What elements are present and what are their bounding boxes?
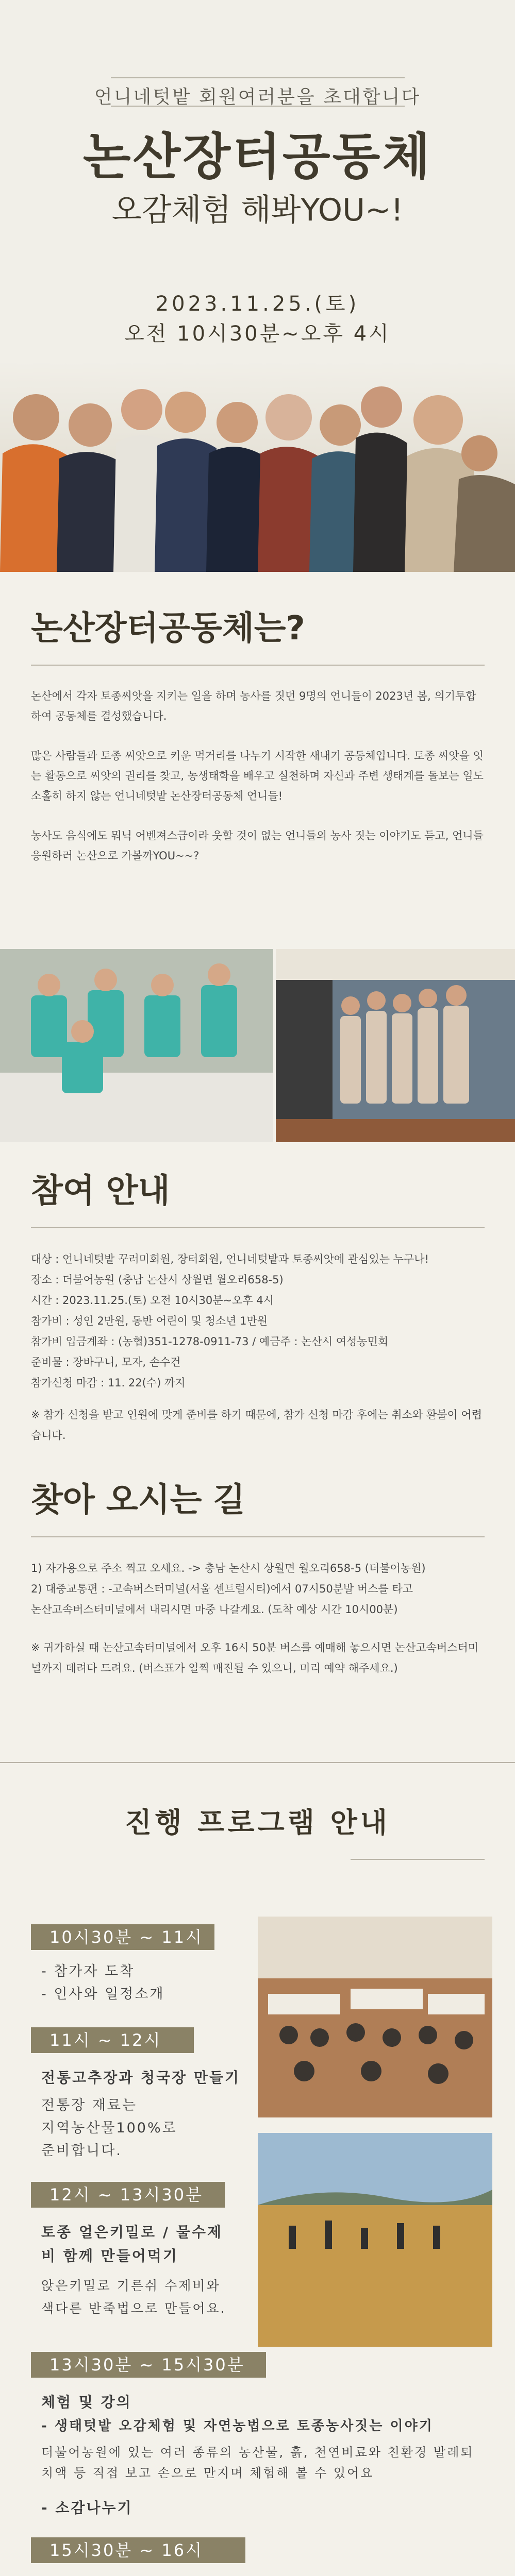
activity-photos (0, 949, 515, 1142)
program-line: 지역농산물100%로 (41, 2120, 177, 2136)
time-badge: 13시30분 ~ 15시30분 (31, 2352, 266, 2378)
directions-heading: 찾아 오시는 길 (31, 1481, 245, 1519)
time-badge: 11시 ~ 12시 (31, 2027, 194, 2053)
event-time: 오전 10시30분~오후 4시 (124, 322, 391, 346)
program-line: - 인사와 일정소개 (41, 1986, 165, 2002)
info-deadline: 참가신청 마감 : 11. 22(수) 까지 (31, 1377, 186, 1389)
divider (31, 665, 485, 666)
program-title: 전통고추장과 청국장 만들기 (41, 2069, 241, 2086)
info-supplies: 준비물 : 장바구니, 모자, 손수건 (31, 1356, 181, 1368)
program-heading: 진행 프로그램 안내 (125, 1806, 390, 1839)
participation-heading: 참여 안내 (31, 1172, 170, 1210)
invite-text: 언니네텃밭 회원여러분을 초대합니다 (94, 87, 421, 108)
page-title: 논산장터공동체 (82, 128, 433, 185)
group-photo (0, 361, 515, 572)
event-date: 2023.11.25.(토) (155, 292, 360, 316)
divider (351, 1859, 485, 1860)
program-title: 체험 및 강의 (41, 2394, 132, 2411)
divider (31, 1227, 485, 1228)
info-time: 시간 : 2023.11.25.(토) 오전 10시30분~오후 4시 (31, 1294, 274, 1307)
program-line: 색다른 반죽법으로 만들어요. (41, 2301, 226, 2316)
program-title: 토종 얼은키밀로 / 물수제비 함께 만들어먹기 (41, 2224, 223, 2264)
program-line: 앉은키밀로 기른쉬 수제비와 (41, 2278, 221, 2293)
info-note: ※ 참가 신청을 받고 인원에 맞게 준비를 하기 때문에, 참가 신청 마감 후에는 취소와 환불이 어렵습니다. (31, 1409, 482, 1442)
intro-paragraph: 농사도 음식에도 뭐닉 어벤져스급이라 웃할 것이 없는 언니들의 농사 짓는 이야기도 듣고, 언니들 응원하러 논산으로 가볼까YOU~~? (31, 829, 484, 862)
divider (111, 77, 405, 78)
program-line: - 소감나누기 (41, 2499, 133, 2516)
intro-paragraph: 많은 사람들과 토종 씨앗으로 키운 먹거리를 나누기 시작한 새내기 공동체입니다. 토종 씨앗을 잇는 활동으로 씨앗의 권리를 찾고, 농생태학을 배우고 실천하며 자신과 주변 생태계를 돌보는 일도 소홀히 하지 않는 언니네텃밭 논산장터공동체 언니들! (31, 750, 484, 802)
program-line: 더불어농원에 있는 여러 종류의 농산물, 흙, 천연비료와 친환경 발레퇴치액 등 직접 보고 손으로 만지며 체험해 볼 수 있어요 (41, 2445, 474, 2480)
divider (0, 1762, 515, 1763)
info-fee: 참가비 : 성인 2만원, 동반 어린이 및 청소년 1만원 (31, 1315, 268, 1327)
direction-line: 논산고속버스터미널에서 내리시면 마중 나갈게요. (도착 예상 시간 10시00분) (31, 1603, 398, 1616)
direction-note: ※ 귀가하실 때 논산고속터미널에서 오후 16시 50분 버스를 예매해 놓으시면 논산고속버스터미널까지 데려다 드려요. (버스표가 일찍 매진될 수 있으니, 미리 예약 해주세요.) (31, 1641, 479, 1674)
time-badge: 15시30분 ~ 16시 (31, 2537, 245, 2563)
directions-section (31, 1473, 485, 1679)
direction-line: 1) 자가용으로 주소 찍고 오세요. -> 충남 논산시 상월면 월오리658-5 (더불어농원) (31, 1562, 426, 1574)
program-line: - 참가자 도착 (41, 1963, 135, 1979)
participation-section (31, 1164, 485, 1446)
time-badge: 12시 ~ 13시30분 (31, 2182, 225, 2208)
program-photos (258, 1917, 492, 2347)
info-target: 대상 : 언니네텃밭 꾸러미회원, 장터회원, 언니네텃밭과 토종씨앗에 관심있는 누구나! (31, 1253, 429, 1265)
program-line: 준비합니다. (41, 2143, 122, 2159)
info-account: 참가비 입금계좌 : (농협)351-1278-0911-73 / 예금주 : 논산시 여성농민회 (31, 1335, 389, 1348)
page-subtitle: 오감체험 해봐YOU~! (111, 192, 404, 228)
intro-heading: 논산장터공동체는? (31, 609, 305, 648)
intro-section (31, 602, 485, 886)
direction-line: 2) 대중교통편 : -고속버스터미널(서울 센트럴시티)에서 07시50분발 버스를 타고 (31, 1583, 413, 1595)
info-place: 장소 : 더불어농원 (충남 논산시 상월면 월오리658-5) (31, 1274, 284, 1286)
hero-section (0, 0, 515, 572)
program-line: 전통장 재료는 (41, 2097, 138, 2113)
intro-paragraph: 논산에서 각자 토종씨앗을 지키는 일을 하며 농사를 짓던 9명의 언니들이 2023년 봄, 의기투합하여 공동체를 결성했습니다. (31, 690, 476, 722)
time-badge: 10시30분 ~ 11시 (31, 1924, 214, 1950)
program-subtitle: - 생태텃밭 오감체험 및 자연농법으로 토종농사짓는 이야기 (41, 2418, 434, 2434)
divider (31, 1536, 485, 1537)
